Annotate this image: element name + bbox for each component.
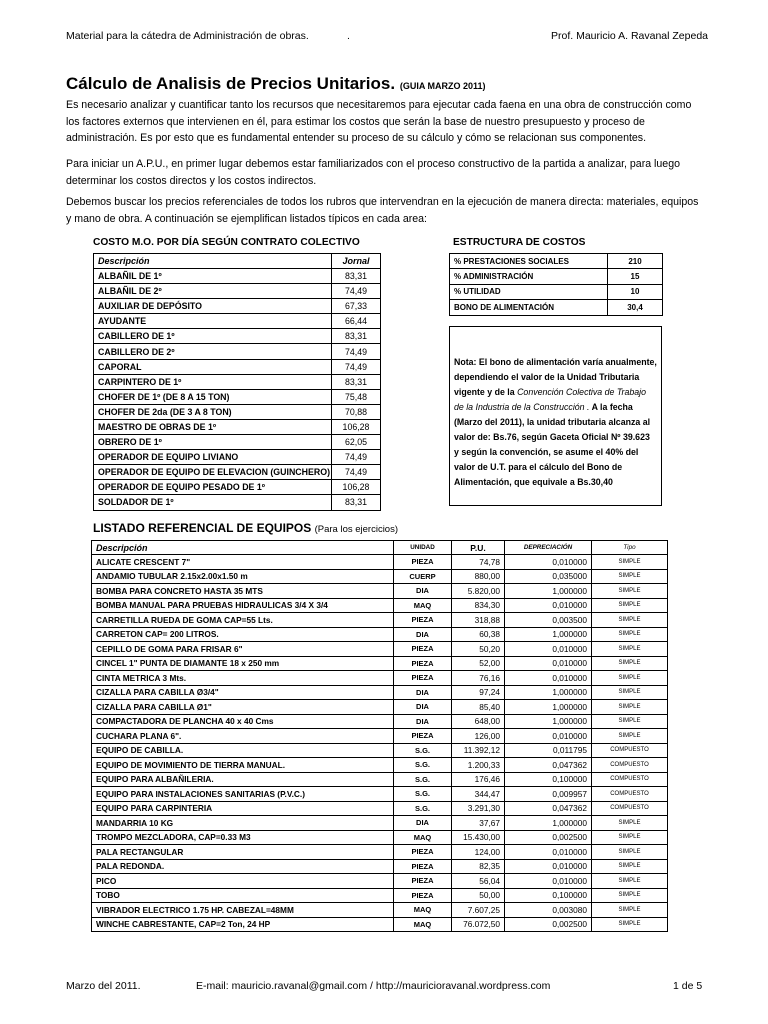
eq-depreciacion: 1,000000: [505, 700, 592, 715]
eq-row: [92, 859, 668, 874]
mo-desc: CHOFER DE 2da (DE 3 A 8 TON): [94, 404, 332, 419]
mo-desc: OPERADOR DE EQUIPO PESADO DE 1º: [94, 480, 332, 495]
mo-jornal: 74,49: [332, 465, 381, 480]
eq-pu: 124,00: [452, 845, 505, 860]
mo-desc: SOLDADOR DE 1º: [94, 495, 332, 510]
eq-depreciacion: 1,000000: [505, 816, 592, 831]
mo-jornal: 74,49: [332, 284, 381, 299]
mo-jornal: 67,33: [332, 299, 381, 314]
eq-depreciacion: 0,010000: [505, 598, 592, 613]
eq-tipo: COMPUESTO: [592, 801, 668, 816]
eq-desc: CINCEL 1" PUNTA DE DIAMANTE 18 x 250 mm: [92, 656, 394, 671]
header-left: Material para la cátedra de Administración de obras.: [66, 30, 309, 42]
eq-depreciacion: 0,010000: [505, 845, 592, 860]
eq-unidad: PIEZA: [394, 845, 452, 860]
eq-pu: 52,00: [452, 656, 505, 671]
header-dot: .: [347, 30, 350, 42]
eq-desc: EQUIPO DE MOVIMIENTO DE TIERRA MANUAL.: [92, 758, 394, 773]
mo-desc: AYUDANTE: [94, 314, 332, 329]
eq-row: [92, 903, 668, 918]
eq-desc: PICO: [92, 874, 394, 889]
eq-unidad: DIA: [394, 685, 452, 700]
eq-pu: 74,78: [452, 555, 505, 570]
mo-col-desc: Descripción: [94, 254, 332, 269]
mo-desc: CABILLERO DE 2º: [94, 344, 332, 359]
eq-desc: MANDARRIA 10 KG: [92, 816, 394, 831]
eq-col-unidad: UNIDAD: [394, 541, 452, 555]
eq-depreciacion: 0,010000: [505, 656, 592, 671]
eq-unidad: PIEZA: [394, 859, 452, 874]
nota-text-a: Nota: El bono de alimentación varía anualmente, dependiendo el valor de la Unidad Tributaria vigente y de la: [454, 357, 657, 397]
eq-unidad: PIEZA: [394, 656, 452, 671]
eq-title-main: LISTADO REFERENCIAL DE EQUIPOS: [93, 521, 312, 535]
mo-row: [94, 419, 381, 434]
eq-pu: 97,24: [452, 685, 505, 700]
eq-desc: ANDAMIO TUBULAR 2.15x2.00x1.50 m: [92, 569, 394, 584]
eq-unidad: S.G.: [394, 801, 452, 816]
mo-table: [93, 253, 381, 511]
eq-row: [92, 656, 668, 671]
mo-desc: CARPINTERO DE 1º: [94, 374, 332, 389]
eq-row: [92, 700, 668, 715]
eq-pu: 56,04: [452, 874, 505, 889]
eq-desc: EQUIPO PARA CARPINTERIA: [92, 801, 394, 816]
eq-pu: 82,35: [452, 859, 505, 874]
title-sub: (GUIA MARZO 2011): [399, 81, 486, 91]
mo-desc: OPERADOR DE EQUIPO DE ELEVACION (GUINCHERO): [94, 465, 332, 480]
eq-tipo: SIMPLE: [592, 830, 668, 845]
eq-unidad: S.G.: [394, 758, 452, 773]
mo-jornal: 66,44: [332, 314, 381, 329]
mo-row: [94, 329, 381, 344]
eq-depreciacion: 0,047362: [505, 758, 592, 773]
mo-row: [94, 314, 381, 329]
mo-row: [94, 389, 381, 404]
eq-depreciacion: 0,010000: [505, 642, 592, 657]
eq-desc: EQUIPO PARA INSTALACIONES SANITARIAS (P.V.C.): [92, 787, 394, 802]
eq-row: [92, 729, 668, 744]
ec-desc: % PRESTACIONES SOCIALES: [450, 254, 608, 269]
eq-desc: ALICATE CRESCENT 7": [92, 555, 394, 570]
mo-jornal: 83,31: [332, 374, 381, 389]
eq-desc: TOBO: [92, 888, 394, 903]
eq-tipo: SIMPLE: [592, 569, 668, 584]
footer-page: 1 de 5: [673, 980, 703, 992]
eq-unidad: S.G.: [394, 743, 452, 758]
ec-desc: BONO DE ALIMENTACIÓN: [450, 300, 608, 315]
eq-col-pu: P.U.: [452, 541, 505, 555]
footer-contact: E-mail: mauricio.ravanal@gmail.com / http://mauricioravanal.wordpress.com: [196, 980, 551, 992]
mo-desc: ALBAÑIL DE 2º: [94, 284, 332, 299]
eq-unidad: MAQ: [394, 917, 452, 932]
eq-row: [92, 830, 668, 845]
paragraph-intro: Es necesario analizar y cuantificar tanto los recursos que necesitaremos para ejecutar cada faena en una obra de construcción como los factores externos que intervienen en él, para estimar los costos que serán la base de nuestro presupuesto y proceso de administración. Es por esto que es fundamental entender su proceso de su cálculo y cómo se relacionan sus componentes.: [66, 99, 692, 144]
eq-unidad: CUERP: [394, 569, 452, 584]
eq-pu: 318,88: [452, 613, 505, 628]
eq-col-tipo: Tipo: [592, 541, 668, 555]
eq-tipo: SIMPLE: [592, 598, 668, 613]
eq-desc: BOMBA MANUAL PARA PRUEBAS HIDRAULICAS 3/4 X 3/4: [92, 598, 394, 613]
mo-row: [94, 359, 381, 374]
paragraph-precios: Debemos buscar los precios referenciales de todos los rubros que intervendran en la ejecución de manera directa: materiales, equipos y mano de obra. A continuación se ejemplifican listados típicos en cada area:: [66, 196, 699, 225]
eq-row: [92, 555, 668, 570]
mo-row: [94, 435, 381, 450]
mo-desc: CHOFER DE 1º (DE 8 A 15 TON): [94, 389, 332, 404]
eq-row: [92, 758, 668, 773]
eq-depreciacion: 1,000000: [505, 685, 592, 700]
eq-desc: CIZALLA PARA CABILLA Ø1": [92, 700, 394, 715]
eq-tipo: SIMPLE: [592, 642, 668, 657]
eq-tipo: COMPUESTO: [592, 772, 668, 787]
eq-depreciacion: 0,047362: [505, 801, 592, 816]
eq-tipo: SIMPLE: [592, 903, 668, 918]
eq-tipo: SIMPLE: [592, 816, 668, 831]
eq-desc: CIZALLA PARA CABILLA Ø3/4": [92, 685, 394, 700]
eq-tipo: COMPUESTO: [592, 743, 668, 758]
eq-depreciacion: 1,000000: [505, 714, 592, 729]
header-right: Prof. Mauricio A. Ravanal Zepeda: [551, 30, 708, 42]
ec-desc: % UTILIDAD: [450, 284, 608, 299]
eq-unidad: DIA: [394, 816, 452, 831]
eq-pu: 15.430,00: [452, 830, 505, 845]
eq-row: [92, 816, 668, 831]
eq-tipo: SIMPLE: [592, 859, 668, 874]
eq-desc: CARRETON CAP= 200 LITROS.: [92, 627, 394, 642]
eq-pu: 1.200,33: [452, 758, 505, 773]
eq-pu: 50,00: [452, 888, 505, 903]
eq-tipo: SIMPLE: [592, 714, 668, 729]
eq-desc: COMPACTADORA DE PLANCHA 40 x 40 Cms: [92, 714, 394, 729]
eq-tipo: SIMPLE: [592, 555, 668, 570]
eq-desc: CINTA METRICA 3 Mts.: [92, 671, 394, 686]
eq-depreciacion: 1,000000: [505, 627, 592, 642]
eq-pu: 648,00: [452, 714, 505, 729]
eq-desc: TROMPO MEZCLADORA, CAP=0.33 M3: [92, 830, 394, 845]
footer-date: Marzo del 2011.: [66, 980, 141, 992]
eq-tipo: COMPUESTO: [592, 787, 668, 802]
eq-row: [92, 671, 668, 686]
eq-row: [92, 714, 668, 729]
eq-pu: 126,00: [452, 729, 505, 744]
eq-desc: WINCHE CABRESTANTE, CAP=2 Ton, 24 HP: [92, 917, 394, 932]
ec-row: [450, 300, 663, 315]
eq-depreciacion: 0,010000: [505, 671, 592, 686]
eq-depreciacion: 0,002500: [505, 830, 592, 845]
mo-desc: MAESTRO DE OBRAS DE 1º: [94, 419, 332, 434]
eq-row: [92, 598, 668, 613]
mo-jornal: 74,49: [332, 344, 381, 359]
ec-value: 210: [608, 254, 663, 269]
mo-row: [94, 404, 381, 419]
eq-pu: 176,46: [452, 772, 505, 787]
eq-tipo: SIMPLE: [592, 685, 668, 700]
eq-col-depreciacion: DEPRECIACIÓN: [505, 541, 592, 555]
eq-tipo: SIMPLE: [592, 874, 668, 889]
mo-row: [94, 374, 381, 389]
eq-pu: 76,16: [452, 671, 505, 686]
mo-row: [94, 269, 381, 284]
eq-depreciacion: 0,003080: [505, 903, 592, 918]
eq-depreciacion: 1,000000: [505, 584, 592, 599]
eq-desc: CEPILLO DE GOMA PARA FRISAR 6": [92, 642, 394, 657]
eq-pu: 3.291,30: [452, 801, 505, 816]
eq-col-desc: Descripción: [92, 541, 394, 555]
eq-row: [92, 642, 668, 657]
eq-unidad: PIEZA: [394, 613, 452, 628]
eq-unidad: S.G.: [394, 772, 452, 787]
mo-row: [94, 450, 381, 465]
mo-col-jornal: Jornal: [332, 254, 381, 269]
eq-tipo: SIMPLE: [592, 627, 668, 642]
eq-unidad: MAQ: [394, 598, 452, 613]
eq-depreciacion: 0,035000: [505, 569, 592, 584]
eq-row: [92, 569, 668, 584]
eq-desc: PALA REDONDA.: [92, 859, 394, 874]
eq-pu: 60,38: [452, 627, 505, 642]
mo-jornal: 106,28: [332, 419, 381, 434]
mo-row: [94, 284, 381, 299]
eq-desc: BOMBA PARA CONCRETO HASTA 35 MTS: [92, 584, 394, 599]
ec-row: [450, 269, 663, 284]
mo-jornal: 83,31: [332, 329, 381, 344]
mo-jornal: 70,88: [332, 404, 381, 419]
ec-value: 15: [608, 269, 663, 284]
page-title: [66, 74, 486, 94]
ec-table: [449, 253, 663, 316]
mo-jornal: 83,31: [332, 495, 381, 510]
title-main: Cálculo de Analisis de Precios Unitarios.: [66, 74, 396, 93]
eq-row: [92, 874, 668, 889]
eq-unidad: MAQ: [394, 830, 452, 845]
eq-row: [92, 787, 668, 802]
eq-tipo: SIMPLE: [592, 845, 668, 860]
eq-unidad: PIEZA: [394, 888, 452, 903]
eq-desc: CARRETILLA RUEDA DE GOMA CAP=55 Lts.: [92, 613, 394, 628]
mo-jornal: 74,49: [332, 450, 381, 465]
eq-pu: 344,47: [452, 787, 505, 802]
eq-unidad: S.G.: [394, 787, 452, 802]
mo-desc: CABILLERO DE 1º: [94, 329, 332, 344]
eq-tipo: SIMPLE: [592, 656, 668, 671]
ec-value: 10: [608, 284, 663, 299]
eq-unidad: DIA: [394, 714, 452, 729]
eq-pu: 11.392,12: [452, 743, 505, 758]
eq-pu: 880,00: [452, 569, 505, 584]
nota-text-b: Convención Colectiva de Trabajo de la Industria de la Construcción .: [454, 387, 647, 412]
ec-row: [450, 284, 663, 299]
eq-pu: 85,40: [452, 700, 505, 715]
mo-jornal: 75,48: [332, 389, 381, 404]
eq-pu: 834,30: [452, 598, 505, 613]
eq-tipo: SIMPLE: [592, 671, 668, 686]
eq-pu: 76.072,50: [452, 917, 505, 932]
eq-table: [91, 540, 668, 932]
ec-value: 30,4: [608, 300, 663, 315]
ec-title: ESTRUCTURA DE COSTOS: [453, 237, 586, 248]
eq-desc: EQUIPO PARA ALBAÑILERIA.: [92, 772, 394, 787]
eq-row: [92, 627, 668, 642]
mo-title: COSTO M.O. POR DÍA SEGÚN CONTRATO COLECTIVO: [93, 237, 360, 248]
mo-row: [94, 299, 381, 314]
eq-tipo: SIMPLE: [592, 613, 668, 628]
eq-unidad: MAQ: [394, 903, 452, 918]
eq-desc: CUCHARA PLANA 6".: [92, 729, 394, 744]
eq-row: [92, 888, 668, 903]
eq-pu: 7.607,25: [452, 903, 505, 918]
eq-depreciacion: 0,010000: [505, 729, 592, 744]
ec-row: [450, 254, 663, 269]
mo-desc: OPERADOR DE EQUIPO LIVIANO: [94, 450, 332, 465]
eq-unidad: PIEZA: [394, 555, 452, 570]
eq-title: [93, 521, 398, 535]
eq-depreciacion: 0,009957: [505, 787, 592, 802]
eq-row: [92, 917, 668, 932]
mo-row: [94, 480, 381, 495]
eq-depreciacion: 0,002500: [505, 917, 592, 932]
eq-row: [92, 685, 668, 700]
paragraph-apu: Para iniciar un A.P.U., en primer lugar debemos estar familiarizados con el proceso constructivo de la partida a analizar, para luego determinar los costos directos y los costos indirectos.: [66, 158, 680, 187]
nota-box: [449, 326, 662, 506]
eq-depreciacion: 0,010000: [505, 874, 592, 889]
eq-tipo: SIMPLE: [592, 700, 668, 715]
eq-row: [92, 845, 668, 860]
eq-row: [92, 584, 668, 599]
eq-unidad: PIEZA: [394, 874, 452, 889]
eq-tipo: COMPUESTO: [592, 758, 668, 773]
mo-desc: AUXILIAR DE DEPÓSITO: [94, 299, 332, 314]
eq-desc: VIBRADOR ELECTRICO 1.75 HP. CABEZAL=48MM: [92, 903, 394, 918]
eq-depreciacion: 0,003500: [505, 613, 592, 628]
eq-desc: EQUIPO DE CABILLA.: [92, 743, 394, 758]
eq-unidad: PIEZA: [394, 642, 452, 657]
eq-depreciacion: 0,010000: [505, 859, 592, 874]
eq-depreciacion: 0,100000: [505, 772, 592, 787]
mo-jornal: 62,05: [332, 435, 381, 450]
mo-row: [94, 344, 381, 359]
eq-unidad: DIA: [394, 700, 452, 715]
eq-subtitle: (Para los ejercicios): [314, 524, 399, 535]
eq-tipo: SIMPLE: [592, 917, 668, 932]
mo-jornal: 74,49: [332, 359, 381, 374]
eq-pu: 5.820,00: [452, 584, 505, 599]
nota-text-c: A la fecha (Marzo del 2011), la unidad tributaria alcanza al valor de: Bs.76, según Gaceta Oficial Nº 39.623 y según la convención, se asume el 40% del valor de U.T. para el cálculo del Bono de Alimentación, que equivale a Bs.30,40: [454, 402, 651, 487]
eq-row: [92, 613, 668, 628]
eq-unidad: PIEZA: [394, 729, 452, 744]
ec-desc: % ADMINISTRACIÓN: [450, 269, 608, 284]
eq-row: [92, 772, 668, 787]
eq-pu: 37,67: [452, 816, 505, 831]
eq-tipo: SIMPLE: [592, 584, 668, 599]
eq-depreciacion: 0,011795: [505, 743, 592, 758]
eq-unidad: DIA: [394, 584, 452, 599]
eq-unidad: DIA: [394, 627, 452, 642]
mo-desc: OBRERO DE 1º: [94, 435, 332, 450]
eq-row: [92, 743, 668, 758]
eq-tipo: SIMPLE: [592, 888, 668, 903]
eq-pu: 50,20: [452, 642, 505, 657]
eq-depreciacion: 0,010000: [505, 555, 592, 570]
eq-tipo: SIMPLE: [592, 729, 668, 744]
mo-desc: ALBAÑIL DE 1º: [94, 269, 332, 284]
mo-jornal: 106,28: [332, 480, 381, 495]
mo-desc: CAPORAL: [94, 359, 332, 374]
mo-jornal: 83,31: [332, 269, 381, 284]
mo-row: [94, 465, 381, 480]
eq-unidad: PIEZA: [394, 671, 452, 686]
eq-depreciacion: 0,100000: [505, 888, 592, 903]
mo-row: [94, 495, 381, 510]
eq-desc: PALA RECTANGULAR: [92, 845, 394, 860]
eq-row: [92, 801, 668, 816]
